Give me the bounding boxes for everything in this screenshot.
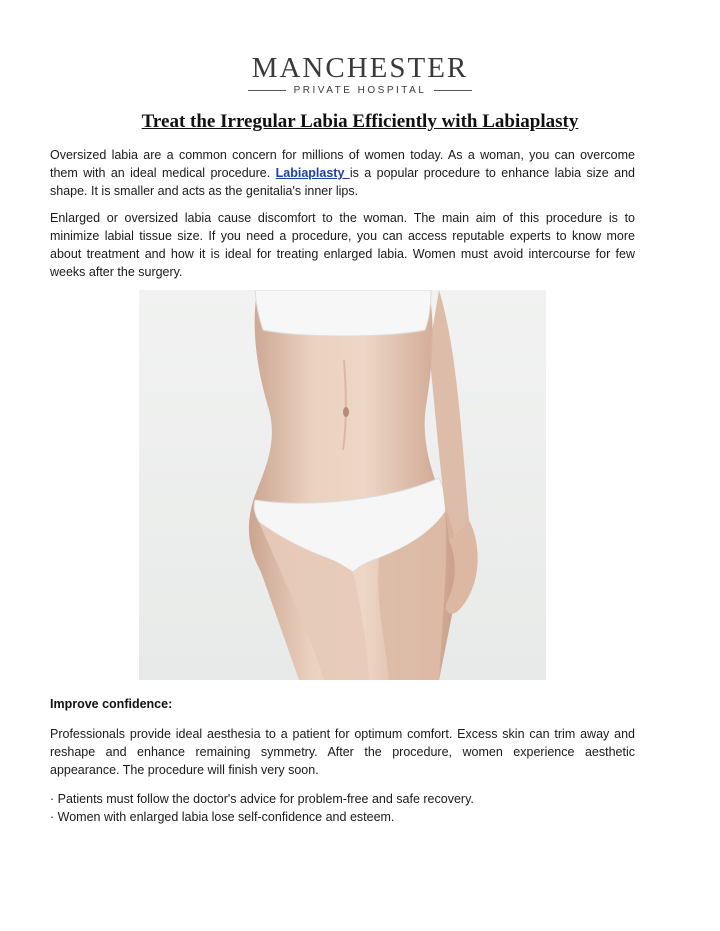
body-photo [139, 290, 546, 680]
hospital-logo [0, 52, 720, 96]
intro-text-after: is a popular procedure to enhance labia size and shape. It is smaller and acts as the genitalia's inner lips. [50, 166, 635, 198]
intro-paragraph [50, 146, 635, 200]
labiaplasty-link[interactable]: Labiaplasty [275, 166, 350, 180]
intro-text-before: Oversized labia are a common concern for millions of women today. As a woman, you can overcome them with an ideal medical procedure. [50, 148, 635, 180]
page-title: Treat the Irregular Labia Efficiently with Labiaplasty [141, 111, 579, 132]
logo-rule-left [248, 90, 286, 91]
section-paragraph: Professionals provide ideal aesthesia to a patient for optimum comfort. Excess skin can trim away and reshape and enhance remaining symmetry. After the procedure, women experience aesthetic appearance. The procedure will finish very soon. [50, 727, 635, 777]
logo-wordmark: MANCHESTER [251, 52, 469, 84]
bullet-list [50, 790, 474, 826]
logo-subtitle-row [0, 85, 720, 96]
logo-subtitle: PRIVATE HOSPITAL [293, 85, 427, 96]
logo-rule-right [434, 90, 472, 91]
list-item: · Patients must follow the doctor's advice for problem-free and safe recovery. [50, 792, 474, 806]
discomfort-paragraph: Enlarged or oversized labia cause discomfort to the woman. The main aim of this procedure is to minimize labial tissue size. If you need a procedure, you can access reputable experts to know more about treatment and how it is ideal for treating enlarged labia. Women must avoid intercourse for few weeks after the surgery. [50, 211, 635, 279]
section-heading: Improve confidence: [50, 697, 173, 711]
list-item: · Women with enlarged labia lose self-confidence and esteem. [50, 810, 395, 824]
